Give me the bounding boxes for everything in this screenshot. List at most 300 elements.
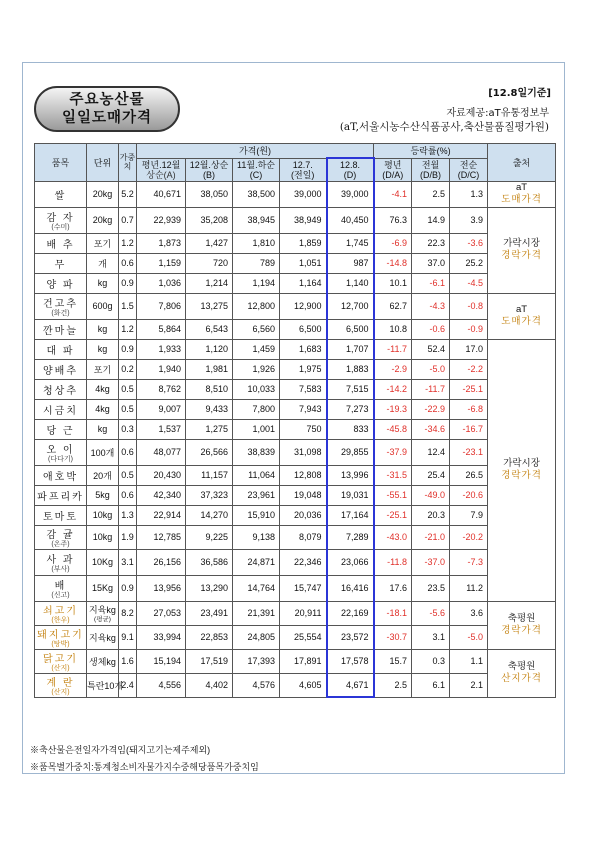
header-this-month: 12월.상순 (B) xyxy=(186,158,233,181)
table-row xyxy=(35,253,556,273)
table-row xyxy=(35,419,556,439)
item-variety: (온주) xyxy=(51,540,70,548)
header-source: 출처 xyxy=(488,144,556,182)
change-da: -30.7 xyxy=(374,625,412,649)
price-prev: 31,098 xyxy=(280,439,327,465)
change-dc: 17.0 xyxy=(450,339,488,359)
change-dc: -0.9 xyxy=(450,319,488,339)
item-name: 무 xyxy=(35,253,87,273)
table-row xyxy=(35,273,556,293)
change-da: -18.1 xyxy=(374,601,412,625)
price-a: 1,940 xyxy=(137,359,186,379)
price-b: 1,120 xyxy=(186,339,233,359)
price-b: 35,208 xyxy=(186,207,233,233)
item-weight: 1.3 xyxy=(119,505,137,525)
item-unit: 10Kg xyxy=(87,549,119,575)
item-name: 감 자 (수미) xyxy=(35,207,87,233)
price-a: 48,077 xyxy=(137,439,186,465)
item-unit: 600g xyxy=(87,293,119,319)
item-name: 양배추 xyxy=(35,359,87,379)
header-item: 품목 xyxy=(35,144,87,182)
price-d: 17,164 xyxy=(327,505,374,525)
price-prev: 12,808 xyxy=(280,465,327,485)
price-c: 7,800 xyxy=(233,399,280,419)
price-a: 42,340 xyxy=(137,485,186,505)
price-prev: 19,048 xyxy=(280,485,327,505)
price-d: 29,855 xyxy=(327,439,374,465)
item-weight: 0.6 xyxy=(119,485,137,505)
change-dc: 2.1 xyxy=(450,673,488,697)
price-prev: 17,891 xyxy=(280,649,327,673)
change-db: 6.1 xyxy=(412,673,450,697)
item-unit: 15Kg xyxy=(87,575,119,601)
price-prev: 20,911 xyxy=(280,601,327,625)
item-name: 토마토 xyxy=(35,505,87,525)
price-d: 7,289 xyxy=(327,525,374,549)
table-row xyxy=(35,181,556,207)
item-weight: 0.9 xyxy=(119,339,137,359)
change-db: 20.3 xyxy=(412,505,450,525)
price-c: 15,910 xyxy=(233,505,280,525)
item-unit: 개 xyxy=(87,253,119,273)
table-row xyxy=(35,673,556,697)
title-line-1: 주요농산물 xyxy=(69,92,145,108)
item-weight: 1.2 xyxy=(119,319,137,339)
header-price-group: 가격(원) xyxy=(137,144,374,159)
price-a: 33,994 xyxy=(137,625,186,649)
item-name: 닭고기 (산지) xyxy=(35,649,87,673)
change-dc: -23.1 xyxy=(450,439,488,465)
price-a: 1,159 xyxy=(137,253,186,273)
change-dc: -20.2 xyxy=(450,525,488,549)
price-c: 1,810 xyxy=(233,233,280,253)
price-a: 13,956 xyxy=(137,575,186,601)
change-dc: -2.2 xyxy=(450,359,488,379)
header-normal-year: 평년.12월 상순(A) xyxy=(137,158,186,181)
price-b: 23,491 xyxy=(186,601,233,625)
change-dc: 3.9 xyxy=(450,207,488,233)
source-cell: aT 도매가격 xyxy=(488,293,556,339)
price-b: 36,586 xyxy=(186,549,233,575)
item-weight: 3.1 xyxy=(119,549,137,575)
item-weight: 0.3 xyxy=(119,419,137,439)
table-row xyxy=(35,359,556,379)
item-name: 시금치 xyxy=(35,399,87,419)
price-d: 23,572 xyxy=(327,625,374,649)
header-prev-period: 11월.하순 (C) xyxy=(233,158,280,181)
table-row xyxy=(35,207,556,233)
change-dc: -20.6 xyxy=(450,485,488,505)
header-change-group: 등락률(%) xyxy=(374,144,488,159)
item-unit: 20kg xyxy=(87,181,119,207)
price-prev: 6,500 xyxy=(280,319,327,339)
price-b: 6,543 xyxy=(186,319,233,339)
change-da: -14.2 xyxy=(374,379,412,399)
price-b: 22,853 xyxy=(186,625,233,649)
change-db: -21.0 xyxy=(412,525,450,549)
price-b: 13,275 xyxy=(186,293,233,319)
price-b: 9,433 xyxy=(186,399,233,419)
item-unit: 4kg xyxy=(87,399,119,419)
price-a: 1,036 xyxy=(137,273,186,293)
item-unit: 지육kg (평균) xyxy=(87,601,119,625)
price-prev: 15,747 xyxy=(280,575,327,601)
change-da: -2.9 xyxy=(374,359,412,379)
price-d: 7,515 xyxy=(327,379,374,399)
item-name: 대 파 xyxy=(35,339,87,359)
table-row xyxy=(35,549,556,575)
change-dc: -0.8 xyxy=(450,293,488,319)
price-c: 24,871 xyxy=(233,549,280,575)
change-db: -34.6 xyxy=(412,419,450,439)
price-c: 11,064 xyxy=(233,465,280,485)
change-db: 12.4 xyxy=(412,439,450,465)
change-dc: -5.0 xyxy=(450,625,488,649)
item-unit: 5kg xyxy=(87,485,119,505)
item-variety: (산지) xyxy=(51,664,70,672)
change-dc: -7.3 xyxy=(450,549,488,575)
change-db: -49.0 xyxy=(412,485,450,505)
change-dc: 7.9 xyxy=(450,505,488,525)
price-a: 1,933 xyxy=(137,339,186,359)
change-db: -0.6 xyxy=(412,319,450,339)
item-weight: 0.6 xyxy=(119,439,137,465)
price-a: 22,914 xyxy=(137,505,186,525)
price-d: 16,416 xyxy=(327,575,374,601)
change-dc: -4.5 xyxy=(450,273,488,293)
footnotes xyxy=(30,742,259,776)
change-da: -31.5 xyxy=(374,465,412,485)
price-c: 24,805 xyxy=(233,625,280,649)
price-a: 7,806 xyxy=(137,293,186,319)
change-dc: -25.1 xyxy=(450,379,488,399)
item-variety: (신고) xyxy=(51,591,70,599)
price-c: 1,459 xyxy=(233,339,280,359)
price-a: 40,671 xyxy=(137,181,186,207)
price-a: 8,762 xyxy=(137,379,186,399)
table-row xyxy=(35,465,556,485)
item-unit: 10kg xyxy=(87,505,119,525)
change-db: -5.6 xyxy=(412,601,450,625)
price-a: 4,556 xyxy=(137,673,186,697)
price-d: 40,450 xyxy=(327,207,374,233)
item-name: 깐마늘 xyxy=(35,319,87,339)
change-db: 14.9 xyxy=(412,207,450,233)
item-weight: 0.7 xyxy=(119,207,137,233)
price-d: 13,996 xyxy=(327,465,374,485)
item-name: 애호박 xyxy=(35,465,87,485)
price-a: 15,194 xyxy=(137,649,186,673)
price-c: 9,138 xyxy=(233,525,280,549)
item-name: 쌀 xyxy=(35,181,87,207)
price-b: 17,519 xyxy=(186,649,233,673)
price-b: 8,510 xyxy=(186,379,233,399)
table-row xyxy=(35,293,556,319)
item-name: 오 이 (다다기) xyxy=(35,439,87,465)
header-unit: 단위 xyxy=(87,144,119,182)
change-db: -11.7 xyxy=(412,379,450,399)
table-row xyxy=(35,601,556,625)
price-d: 22,169 xyxy=(327,601,374,625)
item-weight: 2.4 xyxy=(119,673,137,697)
price-d: 1,883 xyxy=(327,359,374,379)
change-da: 10.8 xyxy=(374,319,412,339)
price-c: 6,560 xyxy=(233,319,280,339)
item-weight: 0.5 xyxy=(119,465,137,485)
footnote-weights: ※품목별가중치:통계청소비자물가지수중해당품목가중치임 xyxy=(30,762,259,772)
change-da: -25.1 xyxy=(374,505,412,525)
price-c: 21,391 xyxy=(233,601,280,625)
price-d: 1,707 xyxy=(327,339,374,359)
change-dc: 25.2 xyxy=(450,253,488,273)
item-name: 파프리카 xyxy=(35,485,87,505)
price-c: 10,033 xyxy=(233,379,280,399)
data-providers: (aT,서울시농수산식품공사,축산물품질평가원) xyxy=(339,121,549,133)
item-weight: 0.2 xyxy=(119,359,137,379)
change-da: -14.8 xyxy=(374,253,412,273)
price-prev: 7,583 xyxy=(280,379,327,399)
price-b: 4,402 xyxy=(186,673,233,697)
item-weight: 5.2 xyxy=(119,181,137,207)
change-da: -37.9 xyxy=(374,439,412,465)
price-d: 7,273 xyxy=(327,399,374,419)
price-d: 17,578 xyxy=(327,649,374,673)
price-prev: 1,683 xyxy=(280,339,327,359)
price-a: 1,873 xyxy=(137,233,186,253)
price-prev: 39,000 xyxy=(280,181,327,207)
change-db: -22.9 xyxy=(412,399,450,419)
price-a: 5,864 xyxy=(137,319,186,339)
page-title xyxy=(34,86,180,132)
item-name: 배 (신고) xyxy=(35,575,87,601)
price-c: 789 xyxy=(233,253,280,273)
table-row xyxy=(35,485,556,505)
table-body xyxy=(35,181,556,697)
price-b: 9,225 xyxy=(186,525,233,549)
change-db: -4.3 xyxy=(412,293,450,319)
price-c: 4,576 xyxy=(233,673,280,697)
item-variety: (한우) xyxy=(51,616,70,624)
item-weight: 0.6 xyxy=(119,253,137,273)
change-db: 25.4 xyxy=(412,465,450,485)
price-b: 11,157 xyxy=(186,465,233,485)
table-row xyxy=(35,505,556,525)
price-prev: 25,554 xyxy=(280,625,327,649)
price-a: 1,537 xyxy=(137,419,186,439)
item-variety: (탕박) xyxy=(51,640,70,648)
item-unit: kg xyxy=(87,339,119,359)
change-da: 10.1 xyxy=(374,273,412,293)
price-c: 1,194 xyxy=(233,273,280,293)
price-b: 37,323 xyxy=(186,485,233,505)
table-row xyxy=(35,233,556,253)
item-weight: 1.6 xyxy=(119,649,137,673)
item-unit: 생체kg xyxy=(87,649,119,673)
item-unit: kg xyxy=(87,273,119,293)
change-da: 76.3 xyxy=(374,207,412,233)
price-c: 14,764 xyxy=(233,575,280,601)
item-unit: 지육kg xyxy=(87,625,119,649)
price-a: 26,156 xyxy=(137,549,186,575)
item-unit: 4kg xyxy=(87,379,119,399)
item-unit: 특란10개 xyxy=(87,673,119,697)
item-unit: 포기 xyxy=(87,233,119,253)
item-name: 양 파 xyxy=(35,273,87,293)
price-b: 720 xyxy=(186,253,233,273)
price-c: 38,945 xyxy=(233,207,280,233)
change-da: 17.6 xyxy=(374,575,412,601)
change-da: -45.8 xyxy=(374,419,412,439)
price-d: 987 xyxy=(327,253,374,273)
date-reference: [12.8일기준] xyxy=(488,88,551,99)
source-cell: 가락시장 경락가격 xyxy=(488,339,556,601)
price-table xyxy=(34,143,556,698)
item-variety: (다다기) xyxy=(48,455,73,463)
change-da: 62.7 xyxy=(374,293,412,319)
change-da: -43.0 xyxy=(374,525,412,549)
price-d: 12,700 xyxy=(327,293,374,319)
item-variety: (수미) xyxy=(51,223,70,231)
change-db: 0.3 xyxy=(412,649,450,673)
price-c: 1,001 xyxy=(233,419,280,439)
item-unit: 포기 xyxy=(87,359,119,379)
price-prev: 7,943 xyxy=(280,399,327,419)
price-a: 9,007 xyxy=(137,399,186,419)
change-dc: -3.6 xyxy=(450,233,488,253)
item-weight: 8.2 xyxy=(119,601,137,625)
table-row xyxy=(35,339,556,359)
header-prev-day: 12.7. (전일) xyxy=(280,158,327,181)
price-prev: 1,164 xyxy=(280,273,327,293)
price-d: 833 xyxy=(327,419,374,439)
change-dc: -16.7 xyxy=(450,419,488,439)
item-name: 돼지고기 (탕박) xyxy=(35,625,87,649)
price-d: 23,066 xyxy=(327,549,374,575)
change-dc: 3.6 xyxy=(450,601,488,625)
item-name: 감 귤 (온주) xyxy=(35,525,87,549)
item-weight: 1.2 xyxy=(119,233,137,253)
table-row xyxy=(35,625,556,649)
table-row xyxy=(35,319,556,339)
header-vs-normal: 평년 (D/A) xyxy=(374,158,412,181)
source-cell: aT 도매가격 xyxy=(488,181,556,207)
title-line-2: 일일도매가격 xyxy=(61,110,153,126)
change-dc: 26.5 xyxy=(450,465,488,485)
change-dc: 1.3 xyxy=(450,181,488,207)
price-prev: 1,975 xyxy=(280,359,327,379)
price-d: 1,140 xyxy=(327,273,374,293)
price-prev: 1,859 xyxy=(280,233,327,253)
change-dc: 1.1 xyxy=(450,649,488,673)
price-d: 19,031 xyxy=(327,485,374,505)
price-b: 26,566 xyxy=(186,439,233,465)
item-variety: (화건) xyxy=(51,309,70,317)
change-db: 23.5 xyxy=(412,575,450,601)
item-unit: kg xyxy=(87,319,119,339)
price-prev: 8,079 xyxy=(280,525,327,549)
change-da: -19.3 xyxy=(374,399,412,419)
item-name: 배 추 xyxy=(35,233,87,253)
item-weight: 1.9 xyxy=(119,525,137,549)
price-a: 22,939 xyxy=(137,207,186,233)
price-b: 1,214 xyxy=(186,273,233,293)
price-c: 38,839 xyxy=(233,439,280,465)
change-da: -11.8 xyxy=(374,549,412,575)
item-weight: 0.9 xyxy=(119,575,137,601)
item-name: 당 근 xyxy=(35,419,87,439)
data-source: 자료제공:aT유통정보부 xyxy=(446,108,549,119)
item-name: 쇠고기 (한우) xyxy=(35,601,87,625)
change-db: 37.0 xyxy=(412,253,450,273)
change-db: 52.4 xyxy=(412,339,450,359)
price-d: 1,745 xyxy=(327,233,374,253)
price-prev: 12,900 xyxy=(280,293,327,319)
item-unit: 10kg xyxy=(87,525,119,549)
change-da: -55.1 xyxy=(374,485,412,505)
item-weight: 0.5 xyxy=(119,399,137,419)
table-row xyxy=(35,379,556,399)
price-c: 12,800 xyxy=(233,293,280,319)
price-d: 4,671 xyxy=(327,673,374,697)
item-variety: (산지) xyxy=(51,688,70,696)
change-db: 2.5 xyxy=(412,181,450,207)
item-weight: 0.9 xyxy=(119,273,137,293)
item-weight: 1.5 xyxy=(119,293,137,319)
table-row xyxy=(35,439,556,465)
item-unit: 20개 xyxy=(87,465,119,485)
price-c: 1,926 xyxy=(233,359,280,379)
price-b: 13,290 xyxy=(186,575,233,601)
price-prev: 38,949 xyxy=(280,207,327,233)
header-vs-period: 전순 (D/C) xyxy=(450,158,488,181)
item-unit: kg xyxy=(87,419,119,439)
price-a: 20,430 xyxy=(137,465,186,485)
price-b: 1,427 xyxy=(186,233,233,253)
source-cell: 축평원 경락가격 xyxy=(488,601,556,649)
price-prev: 1,051 xyxy=(280,253,327,273)
price-d: 39,000 xyxy=(327,181,374,207)
table-row xyxy=(35,525,556,549)
price-prev: 20,036 xyxy=(280,505,327,525)
price-c: 23,961 xyxy=(233,485,280,505)
price-prev: 22,346 xyxy=(280,549,327,575)
price-a: 12,785 xyxy=(137,525,186,549)
item-name: 청상추 xyxy=(35,379,87,399)
price-d: 6,500 xyxy=(327,319,374,339)
table-row xyxy=(35,649,556,673)
change-db: -5.0 xyxy=(412,359,450,379)
price-a: 27,053 xyxy=(137,601,186,625)
change-da: 2.5 xyxy=(374,673,412,697)
change-db: -6.1 xyxy=(412,273,450,293)
source-cell: 축평원 산지가격 xyxy=(488,649,556,697)
table-row xyxy=(35,399,556,419)
change-da: -4.1 xyxy=(374,181,412,207)
footnote-livestock: ※축산물은전일자가격임(돼지고기는제주제외) xyxy=(30,745,211,755)
price-b: 14,270 xyxy=(186,505,233,525)
change-db: 3.1 xyxy=(412,625,450,649)
item-unit: 100개 xyxy=(87,439,119,465)
price-b: 38,050 xyxy=(186,181,233,207)
change-db: 22.3 xyxy=(412,233,450,253)
item-unit: 20kg xyxy=(87,207,119,233)
table-row xyxy=(35,575,556,601)
price-prev: 750 xyxy=(280,419,327,439)
header-weight: 가중치 xyxy=(119,144,137,182)
item-name: 건고추 (화건) xyxy=(35,293,87,319)
change-dc: 11.2 xyxy=(450,575,488,601)
item-weight: 9.1 xyxy=(119,625,137,649)
